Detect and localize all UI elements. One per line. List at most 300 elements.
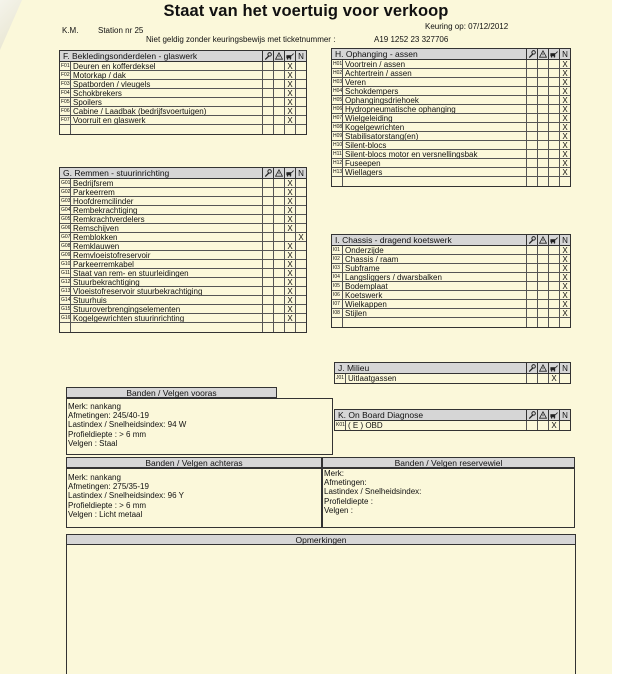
check-cell bbox=[559, 177, 570, 186]
checklist-row bbox=[332, 132, 570, 141]
check-cell bbox=[262, 188, 273, 196]
check-cell bbox=[548, 105, 559, 113]
check-cell bbox=[526, 150, 537, 158]
check-cell bbox=[526, 374, 537, 383]
item-code bbox=[60, 125, 71, 134]
check-cell bbox=[537, 132, 548, 140]
check-cell: X bbox=[559, 168, 570, 176]
check-cell bbox=[559, 318, 570, 327]
inspection-date: Keuring op: 07/12/2012 bbox=[425, 22, 509, 31]
item-code: H10 bbox=[333, 142, 343, 148]
section-title: K. On Board Diagnose bbox=[338, 410, 424, 420]
column-wrench bbox=[526, 49, 537, 59]
check-cell bbox=[526, 246, 537, 254]
column-wrench bbox=[526, 363, 537, 373]
check-cell bbox=[284, 233, 295, 241]
check-cell: X bbox=[559, 141, 570, 149]
section-header bbox=[60, 168, 306, 179]
check-cell bbox=[295, 206, 306, 214]
item-code: I02 bbox=[332, 255, 343, 263]
item-code: G15 bbox=[61, 306, 71, 312]
item-code: G07 bbox=[61, 234, 71, 240]
check-cell bbox=[537, 291, 548, 299]
check-cell: X bbox=[559, 309, 570, 317]
remarks-box bbox=[66, 534, 576, 674]
wrench-icon bbox=[528, 236, 536, 244]
item-label: Uitlaatgassen bbox=[348, 374, 397, 383]
checklist-row bbox=[60, 296, 306, 305]
checklist-row bbox=[335, 421, 570, 430]
checklist-row bbox=[60, 206, 306, 215]
item-code: F04 bbox=[61, 90, 70, 96]
rear-tire-size: Afmetingen: 275/35-19 bbox=[68, 482, 149, 492]
checklist-row bbox=[60, 224, 306, 233]
check-cell: X bbox=[548, 374, 559, 383]
check-cell bbox=[273, 278, 284, 286]
check-cell bbox=[526, 69, 537, 77]
check-cell: X bbox=[559, 60, 570, 68]
item-code: G04 bbox=[61, 207, 71, 213]
front-tire-rims: Velgen : Staal bbox=[68, 438, 118, 448]
checklist-row bbox=[332, 282, 570, 291]
item-label: Koetswerk bbox=[345, 291, 383, 299]
item-code: H06 bbox=[333, 106, 343, 112]
item-label: Hydropneumatische ophanging bbox=[345, 105, 456, 113]
check-cell bbox=[273, 179, 284, 187]
check-cell: X bbox=[559, 69, 570, 77]
section-header bbox=[332, 49, 570, 60]
check-cell bbox=[262, 269, 273, 277]
front-tire-size: Afmetingen: 245/40-19 bbox=[68, 411, 149, 421]
item-label: Parkeerrem bbox=[73, 188, 115, 196]
column-n-label: N bbox=[559, 410, 570, 420]
section-title: I. Chassis - dragend koetswerk bbox=[335, 235, 452, 245]
item-code: F05 bbox=[61, 99, 70, 105]
checklist-row bbox=[332, 291, 570, 300]
check-cell: X bbox=[295, 233, 306, 241]
checklist-row bbox=[60, 89, 306, 98]
tow-truck-icon bbox=[550, 50, 558, 58]
check-cell bbox=[548, 309, 559, 317]
item-label: Remvloeistofreservoir bbox=[73, 251, 151, 259]
checklist-row bbox=[332, 69, 570, 78]
check-cell bbox=[295, 116, 306, 124]
tow-truck-icon bbox=[550, 236, 558, 244]
item-code: F07 bbox=[61, 117, 70, 123]
check-cell bbox=[295, 278, 306, 286]
check-cell: X bbox=[284, 260, 295, 268]
validity-note: Niet geldig zonder keuringsbewijs met ticketnummer : bbox=[146, 35, 336, 44]
section-h-suspension bbox=[331, 48, 571, 187]
spare-tire-info bbox=[324, 469, 421, 515]
check-cell bbox=[526, 141, 537, 149]
check-cell: X bbox=[559, 96, 570, 104]
check-cell bbox=[548, 132, 559, 140]
check-cell: X bbox=[559, 273, 570, 281]
item-label: Hoofdremcilinder bbox=[73, 197, 134, 205]
item-code: F06 bbox=[61, 108, 70, 114]
item-label: Fuseepen bbox=[345, 159, 381, 167]
check-cell: X bbox=[559, 105, 570, 113]
check-cell: X bbox=[559, 78, 570, 86]
checklist-row bbox=[60, 242, 306, 251]
check-cell: X bbox=[559, 87, 570, 95]
check-cell bbox=[273, 215, 284, 223]
check-cell bbox=[273, 314, 284, 322]
item-code: G08 bbox=[61, 243, 71, 249]
item-label: Rembekrachtiging bbox=[73, 206, 138, 214]
check-cell bbox=[262, 305, 273, 313]
item-code: I07 bbox=[332, 300, 343, 308]
check-cell bbox=[526, 264, 537, 272]
item-code: F03 bbox=[61, 81, 70, 87]
checklist-row bbox=[332, 309, 570, 318]
item-label: Stuurbekrachtiging bbox=[73, 278, 140, 286]
check-cell: X bbox=[284, 188, 295, 196]
check-cell bbox=[548, 69, 559, 77]
checklist-row bbox=[332, 96, 570, 105]
tow-truck-icon bbox=[550, 364, 558, 372]
check-cell bbox=[526, 105, 537, 113]
front-tire-tread: Profieldiepte : > 6 mm bbox=[68, 429, 147, 439]
checklist-row bbox=[332, 168, 570, 177]
check-cell bbox=[537, 105, 548, 113]
item-code: G01 bbox=[61, 180, 71, 186]
check-cell bbox=[273, 323, 284, 332]
check-cell bbox=[262, 242, 273, 250]
checklist-row bbox=[60, 233, 306, 242]
column-warning-triangle bbox=[537, 410, 548, 420]
item-code: G05 bbox=[61, 216, 71, 222]
check-cell bbox=[537, 141, 548, 149]
item-code: I04 bbox=[332, 273, 343, 281]
item-code: H13 bbox=[333, 169, 343, 175]
check-cell bbox=[273, 125, 284, 134]
check-cell: X bbox=[284, 242, 295, 250]
check-cell bbox=[548, 141, 559, 149]
section-header bbox=[335, 363, 570, 374]
check-cell bbox=[262, 116, 273, 124]
rear-tire-brand: Merk: nankang bbox=[68, 473, 121, 482]
check-cell bbox=[295, 314, 306, 322]
check-cell bbox=[262, 215, 273, 223]
section-title: H. Ophanging - assen bbox=[335, 49, 418, 59]
check-cell: X bbox=[284, 287, 295, 295]
check-cell bbox=[262, 98, 273, 106]
item-label: Wiellagers bbox=[345, 168, 383, 176]
check-cell bbox=[537, 255, 548, 263]
item-code: G03 bbox=[61, 198, 71, 204]
item-code: F02 bbox=[61, 72, 70, 78]
section-header bbox=[332, 235, 570, 246]
check-cell bbox=[537, 264, 548, 272]
check-cell bbox=[295, 197, 306, 205]
item-code bbox=[332, 177, 343, 186]
check-cell bbox=[262, 80, 273, 88]
check-cell bbox=[526, 114, 537, 122]
check-cell bbox=[548, 177, 559, 186]
check-cell bbox=[537, 69, 548, 77]
check-cell bbox=[537, 114, 548, 122]
section-header bbox=[60, 51, 306, 62]
wrench-icon bbox=[264, 169, 272, 177]
spare-tire-brand: Merk: bbox=[324, 469, 344, 478]
item-label: Bedrijfsrem bbox=[73, 179, 114, 187]
check-cell bbox=[537, 150, 548, 158]
section-k-obd bbox=[334, 409, 571, 431]
check-cell bbox=[537, 177, 548, 186]
check-cell bbox=[295, 305, 306, 313]
check-cell: X bbox=[284, 179, 295, 187]
check-cell: X bbox=[284, 314, 295, 322]
column-n-label: N bbox=[559, 235, 570, 245]
column-n-label: N bbox=[295, 168, 306, 178]
checklist-row bbox=[60, 323, 306, 332]
item-label: Remklauwen bbox=[73, 242, 120, 250]
item-label: Voorruit en glaswerk bbox=[73, 116, 146, 124]
check-cell bbox=[273, 107, 284, 115]
check-cell bbox=[526, 291, 537, 299]
checklist-row bbox=[60, 116, 306, 125]
check-cell: X bbox=[559, 159, 570, 167]
check-cell bbox=[295, 107, 306, 115]
checklist-row bbox=[60, 62, 306, 71]
check-cell bbox=[295, 71, 306, 79]
check-cell: X bbox=[284, 89, 295, 97]
item-label: Staat van rem- en stuurleidingen bbox=[73, 269, 189, 277]
front-tires-info bbox=[68, 402, 186, 448]
check-cell bbox=[537, 318, 548, 327]
report-title: Staat van het voertuig voor verkoop bbox=[163, 2, 449, 20]
check-cell bbox=[548, 78, 559, 86]
item-label: Kogelgewrichten bbox=[345, 123, 405, 131]
checklist-row bbox=[335, 374, 570, 383]
check-cell bbox=[537, 374, 548, 383]
check-cell bbox=[526, 309, 537, 317]
front-tires-title: Banden / Velgen vooras bbox=[66, 387, 277, 398]
check-cell: X bbox=[284, 278, 295, 286]
item-label: Achtertrein / assen bbox=[345, 69, 412, 77]
section-g-brakes-steering bbox=[59, 167, 307, 333]
checklist-row bbox=[60, 71, 306, 80]
check-cell: X bbox=[548, 421, 559, 430]
checklist-row bbox=[332, 123, 570, 132]
check-cell: X bbox=[284, 305, 295, 313]
checklist-row bbox=[60, 215, 306, 224]
check-cell bbox=[295, 188, 306, 196]
check-cell bbox=[537, 273, 548, 281]
check-cell: X bbox=[559, 300, 570, 308]
check-cell bbox=[548, 123, 559, 131]
check-cell bbox=[526, 177, 537, 186]
item-label: Ophangingsdriehoek bbox=[345, 96, 419, 104]
checklist-row bbox=[332, 87, 570, 96]
check-cell bbox=[262, 278, 273, 286]
item-label: Wielkappen bbox=[345, 300, 387, 308]
check-cell: X bbox=[284, 116, 295, 124]
check-cell bbox=[295, 242, 306, 250]
check-cell bbox=[295, 269, 306, 277]
item-label: Voortrein / assen bbox=[345, 60, 406, 68]
rear-tire-index: Lastindex / Snelheidsindex: 96 Y bbox=[68, 491, 184, 501]
item-label: Cabine / Laadbak (bedrijfsvoertuigen) bbox=[73, 107, 207, 115]
item-label bbox=[343, 318, 526, 327]
section-title: J. Milieu bbox=[338, 363, 370, 373]
column-tow-truck bbox=[284, 51, 295, 61]
column-n-label: N bbox=[559, 49, 570, 59]
column-n-label: N bbox=[295, 51, 306, 61]
checklist-row bbox=[332, 78, 570, 87]
checklist-row bbox=[332, 255, 570, 264]
check-cell bbox=[537, 300, 548, 308]
item-code: H11 bbox=[333, 151, 342, 157]
check-cell bbox=[262, 62, 273, 70]
check-cell bbox=[295, 179, 306, 187]
item-code: G14 bbox=[61, 297, 71, 303]
check-cell bbox=[526, 159, 537, 167]
check-cell bbox=[262, 125, 273, 134]
check-cell bbox=[526, 96, 537, 104]
check-cell bbox=[526, 168, 537, 176]
checklist-row bbox=[332, 273, 570, 282]
check-cell bbox=[548, 246, 559, 254]
check-cell bbox=[548, 291, 559, 299]
column-wrench bbox=[526, 410, 537, 420]
section-j-environment bbox=[334, 362, 571, 384]
check-cell bbox=[273, 269, 284, 277]
item-label bbox=[343, 177, 526, 186]
checklist-row bbox=[332, 60, 570, 69]
wrench-icon bbox=[264, 52, 272, 60]
spare-tire-tread: Profieldiepte : bbox=[324, 496, 373, 506]
ticket-number: A19 1252 23 327706 bbox=[374, 35, 449, 44]
item-code: H12 bbox=[333, 160, 343, 166]
check-cell bbox=[262, 89, 273, 97]
check-cell bbox=[526, 300, 537, 308]
check-cell bbox=[537, 421, 548, 430]
rear-tire-tread: Profieldiepte : > 6 mm bbox=[68, 500, 147, 510]
km-label: K.M. bbox=[62, 26, 79, 35]
item-label: Langsliggers / dwarsbalken bbox=[345, 273, 442, 281]
item-label: Silent-blocs bbox=[345, 141, 387, 149]
check-cell bbox=[548, 264, 559, 272]
check-cell bbox=[295, 260, 306, 268]
item-code: H05 bbox=[333, 97, 343, 103]
check-cell bbox=[273, 260, 284, 268]
check-cell bbox=[526, 60, 537, 68]
item-label: Schokbrekers bbox=[73, 89, 122, 97]
section-f-bodywork bbox=[59, 50, 307, 135]
check-cell: X bbox=[559, 246, 570, 254]
check-cell: X bbox=[559, 255, 570, 263]
item-label: Stuurhuis bbox=[73, 296, 107, 304]
check-cell bbox=[295, 98, 306, 106]
item-code: G13 bbox=[61, 288, 71, 294]
warning-triangle-icon bbox=[275, 169, 283, 177]
check-cell bbox=[284, 125, 295, 134]
check-cell bbox=[273, 197, 284, 205]
check-cell: X bbox=[559, 264, 570, 272]
column-warning-triangle bbox=[537, 235, 548, 245]
check-cell: X bbox=[284, 98, 295, 106]
check-cell bbox=[273, 89, 284, 97]
item-code: G12 bbox=[61, 279, 71, 285]
item-code: H09 bbox=[333, 133, 343, 139]
check-cell: X bbox=[559, 291, 570, 299]
check-cell bbox=[537, 87, 548, 95]
item-label: Parkeerremkabel bbox=[73, 260, 134, 268]
check-cell bbox=[548, 282, 559, 290]
check-cell bbox=[548, 60, 559, 68]
checklist-row bbox=[60, 107, 306, 116]
check-cell bbox=[548, 273, 559, 281]
rear-tires-info bbox=[68, 473, 184, 519]
check-cell: X bbox=[559, 132, 570, 140]
checklist-row bbox=[60, 278, 306, 287]
check-cell: X bbox=[559, 123, 570, 131]
section-title: F. Bekledingsonderdelen - glaswerk bbox=[63, 51, 198, 61]
item-code: H04 bbox=[333, 88, 343, 94]
check-cell bbox=[537, 123, 548, 131]
item-code: G16 bbox=[61, 315, 71, 321]
item-label: Remblokken bbox=[73, 233, 118, 241]
check-cell bbox=[548, 255, 559, 263]
check-cell bbox=[537, 246, 548, 254]
item-code: J01 bbox=[336, 375, 345, 381]
check-cell bbox=[273, 287, 284, 295]
checklist-row bbox=[60, 314, 306, 323]
item-label: Spoilers bbox=[73, 98, 102, 106]
check-cell bbox=[526, 282, 537, 290]
item-label: Stijlen bbox=[345, 309, 367, 317]
check-cell bbox=[548, 159, 559, 167]
station-number: Station nr 25 bbox=[98, 26, 144, 35]
check-cell bbox=[295, 224, 306, 232]
check-cell bbox=[295, 287, 306, 295]
item-code: G11 bbox=[61, 270, 71, 276]
item-label: Wielgeleiding bbox=[345, 114, 393, 122]
check-cell bbox=[273, 233, 284, 241]
item-label: ( E ) OBD bbox=[348, 421, 383, 430]
check-cell bbox=[273, 188, 284, 196]
item-label: Stabilisatorstang(en) bbox=[345, 132, 419, 140]
check-cell bbox=[295, 62, 306, 70]
check-cell bbox=[537, 60, 548, 68]
item-label: Onderzijde bbox=[345, 246, 384, 254]
checklist-row bbox=[60, 197, 306, 206]
check-cell bbox=[273, 80, 284, 88]
warning-triangle-icon bbox=[539, 50, 547, 58]
check-cell: X bbox=[284, 269, 295, 277]
check-cell bbox=[537, 168, 548, 176]
item-code bbox=[332, 318, 343, 327]
item-code: H08 bbox=[333, 124, 343, 130]
check-cell bbox=[526, 132, 537, 140]
column-warning-triangle bbox=[537, 363, 548, 373]
check-cell: X bbox=[284, 251, 295, 259]
check-cell bbox=[537, 96, 548, 104]
item-label: Spatborden / vleugels bbox=[73, 80, 151, 88]
front-tire-index: Lastindex / Snelheidsindex: 94 W bbox=[68, 420, 187, 430]
check-cell bbox=[273, 116, 284, 124]
check-cell: X bbox=[284, 80, 295, 88]
tow-truck-icon bbox=[286, 52, 294, 60]
checklist-row bbox=[60, 305, 306, 314]
column-wrench bbox=[262, 51, 273, 61]
rear-tires-title: Banden / Velgen achteras bbox=[66, 457, 322, 468]
check-cell bbox=[295, 125, 306, 134]
check-cell bbox=[526, 318, 537, 327]
